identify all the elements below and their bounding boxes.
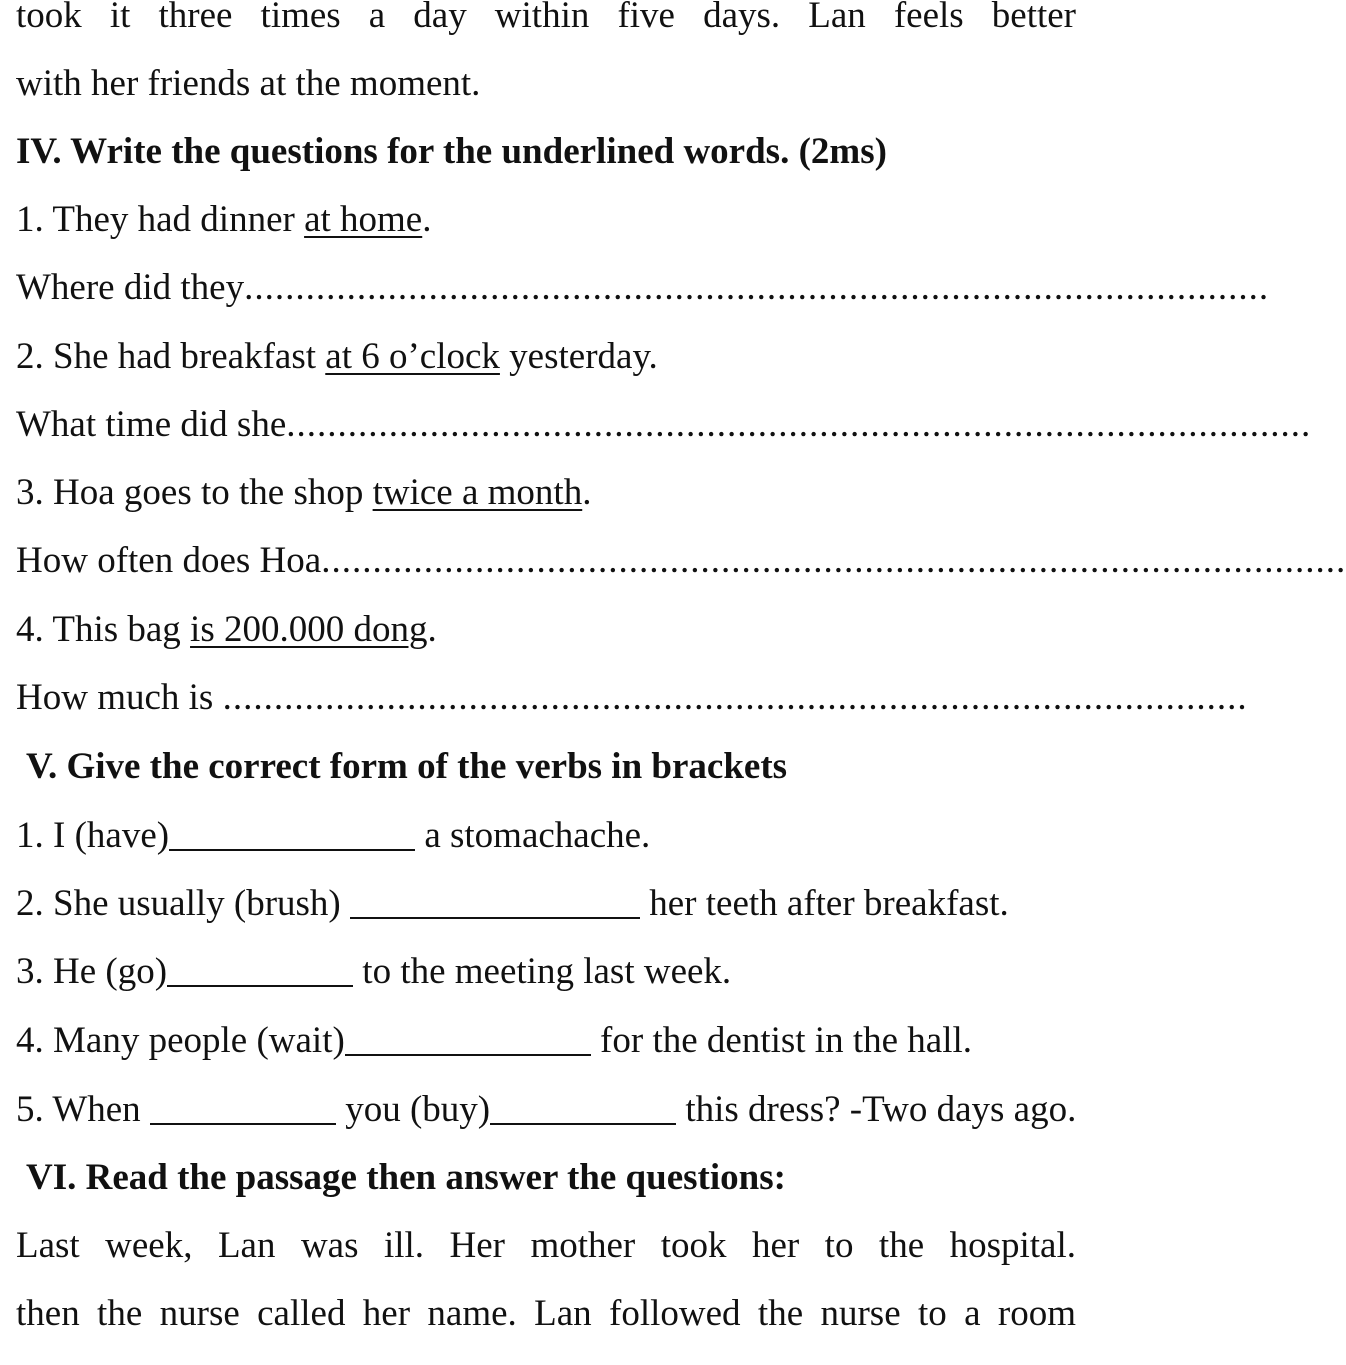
s5-i2-text-a: 2. She usually (brush) xyxy=(16,883,350,924)
s4-a1-dots[interactable]: .................................................................................................... xyxy=(244,267,1270,308)
s4-question-1 xyxy=(16,198,431,242)
s4-q1-underlined: at home xyxy=(304,199,423,240)
s4-q4-after: . xyxy=(427,609,437,650)
s4-question-3 xyxy=(16,471,591,515)
s4-a3-dots[interactable]: .................................................................................................... xyxy=(321,540,1346,581)
s4-q2-before: She had breakfast xyxy=(53,336,326,377)
s4-question-4 xyxy=(16,608,437,652)
s4-q4-underlined: is 200.000 dong xyxy=(190,609,428,650)
s4-q4-number: 4. xyxy=(16,609,53,650)
s5-item-5 xyxy=(16,1088,1076,1132)
s5-i3-text-a: 3. He (go) xyxy=(16,951,168,992)
s4-q2-number: 2. xyxy=(16,336,53,377)
s5-item-3 xyxy=(16,950,731,994)
s5-i4-text-a: 4. Many people (wait) xyxy=(16,1020,345,1061)
s5-i5-text-a: 5. When xyxy=(16,1089,150,1130)
s4-a2-prompt: What time did she xyxy=(16,404,287,445)
s5-i4-blank[interactable] xyxy=(345,1024,591,1056)
section-5-heading: V. Give the correct form of the verbs in brackets xyxy=(26,746,788,787)
s4-answer-1 xyxy=(16,266,1270,310)
s5-item-4 xyxy=(16,1019,972,1063)
section-4-heading: IV. Write the questions for the underlined words. (2ms) xyxy=(16,131,887,172)
s5-i5-text-c: this dress? -Two days ago. xyxy=(676,1089,1077,1130)
s5-i1-blank[interactable] xyxy=(169,819,415,851)
s4-q1-after: . xyxy=(422,199,432,240)
s4-a3-prompt: How often does Hoa xyxy=(16,540,322,581)
s4-answer-3 xyxy=(16,539,1346,583)
s5-i5-blank-1[interactable] xyxy=(150,1093,336,1125)
s5-i5-text-b: you (buy) xyxy=(335,1089,491,1130)
s4-q1-before: They had dinner xyxy=(52,199,305,240)
s4-q2-after: yesterday. xyxy=(499,336,658,377)
s4-question-2 xyxy=(16,335,658,379)
s5-i2-text-b: her teeth after breakfast. xyxy=(640,883,1009,924)
s4-q3-before: Hoa goes to the shop xyxy=(53,472,373,513)
s4-q2-underlined: at 6 o’clock xyxy=(325,336,500,377)
s4-q3-after: . xyxy=(582,472,592,513)
intro-line-1: took it three times a day within five days. Lan feels better xyxy=(16,0,1076,36)
s4-answer-2 xyxy=(16,403,1312,447)
s5-i1-text-b: a stomachache. xyxy=(415,815,651,856)
s5-item-2 xyxy=(16,882,1009,926)
s5-i3-blank[interactable] xyxy=(167,955,353,987)
s4-q4-before: This bag xyxy=(52,609,191,650)
s5-i3-text-b: to the meeting last week. xyxy=(353,951,732,992)
s4-q3-number: 3. xyxy=(16,472,53,513)
s5-i2-blank[interactable] xyxy=(350,887,640,919)
s4-a2-dots[interactable]: .................................................................................................... xyxy=(286,404,1312,445)
s5-i5-blank-2[interactable] xyxy=(490,1093,676,1125)
s5-item-1 xyxy=(16,814,650,858)
s5-i4-text-b: for the dentist in the hall. xyxy=(590,1020,973,1061)
intro-line-2: with her friends at the moment. xyxy=(16,63,481,104)
s4-a4-prompt: How much is xyxy=(16,677,223,718)
s6-passage-line-2: then the nurse called her name. Lan followed the nurse to a room xyxy=(16,1293,1076,1334)
s4-q1-number: 1. xyxy=(16,199,53,240)
s4-q3-underlined: twice a month xyxy=(372,472,583,513)
s5-i1-text-a: 1. I (have) xyxy=(16,815,170,856)
s6-passage-line-1: Last week, Lan was ill. Her mother took her to the hospital. xyxy=(16,1225,1076,1266)
s4-a4-dots[interactable]: .................................................................................................... xyxy=(222,677,1248,718)
s4-answer-4 xyxy=(16,676,1248,720)
section-6-heading: VI. Read the passage then answer the questions: xyxy=(26,1157,786,1198)
s4-a1-prompt: Where did they xyxy=(16,267,245,308)
